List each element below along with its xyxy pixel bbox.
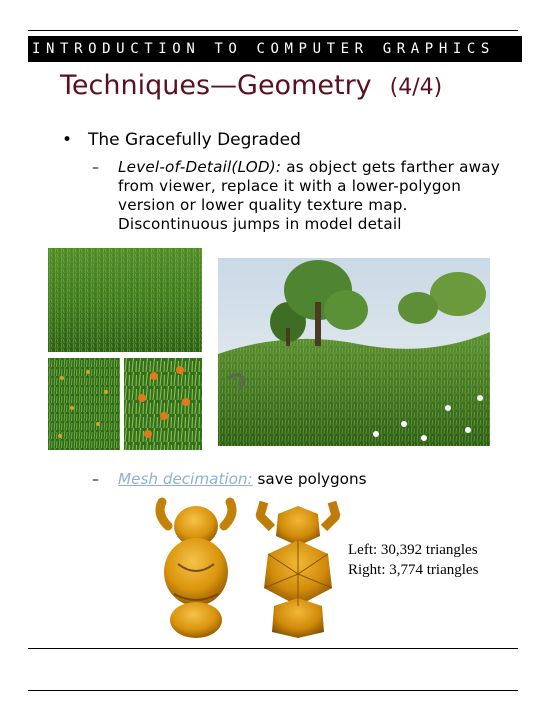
grass-mid-image xyxy=(48,358,120,450)
slide-title xyxy=(60,70,442,101)
footer-rule-lower xyxy=(28,690,518,691)
top-rule xyxy=(28,30,518,31)
mesh-text: save polygons xyxy=(252,470,367,488)
buddha-high-poly-image xyxy=(148,494,244,640)
lod-term: Level-of-Detail(LOD): xyxy=(118,158,282,176)
grass-landscape-image xyxy=(218,258,490,446)
caption-right: Right: 3,774 triangles xyxy=(348,562,479,578)
mesh-decimation-link[interactable]: Mesh decimation: xyxy=(118,470,253,488)
caption-left: Left: 30,392 triangles xyxy=(348,542,478,558)
dash-marker-lod: – xyxy=(92,160,99,176)
title-suffix: (4/4) xyxy=(389,75,443,100)
footer-rule-upper xyxy=(28,648,518,649)
lod-description xyxy=(118,158,508,234)
grass-far-image xyxy=(48,248,202,352)
mesh-decimation-line xyxy=(118,470,367,488)
bullet-marker: • xyxy=(62,130,73,150)
grass-near-image xyxy=(124,358,202,450)
dash-marker-mesh: – xyxy=(92,472,99,488)
lod-text: as object gets farther away from viewer, replace it with a lower-polygon version or lower quality texture map. Discontinuous jumps in model detail xyxy=(118,158,500,233)
triangle-count-caption xyxy=(348,540,478,580)
course-banner: INTRODUCTION TO COMPUTER GRAPHICS xyxy=(28,36,522,62)
title-text: Techniques—Geometry xyxy=(60,70,372,101)
bullet-text: The Gracefully Degraded xyxy=(88,130,301,150)
buddha-low-poly-image xyxy=(250,494,346,640)
